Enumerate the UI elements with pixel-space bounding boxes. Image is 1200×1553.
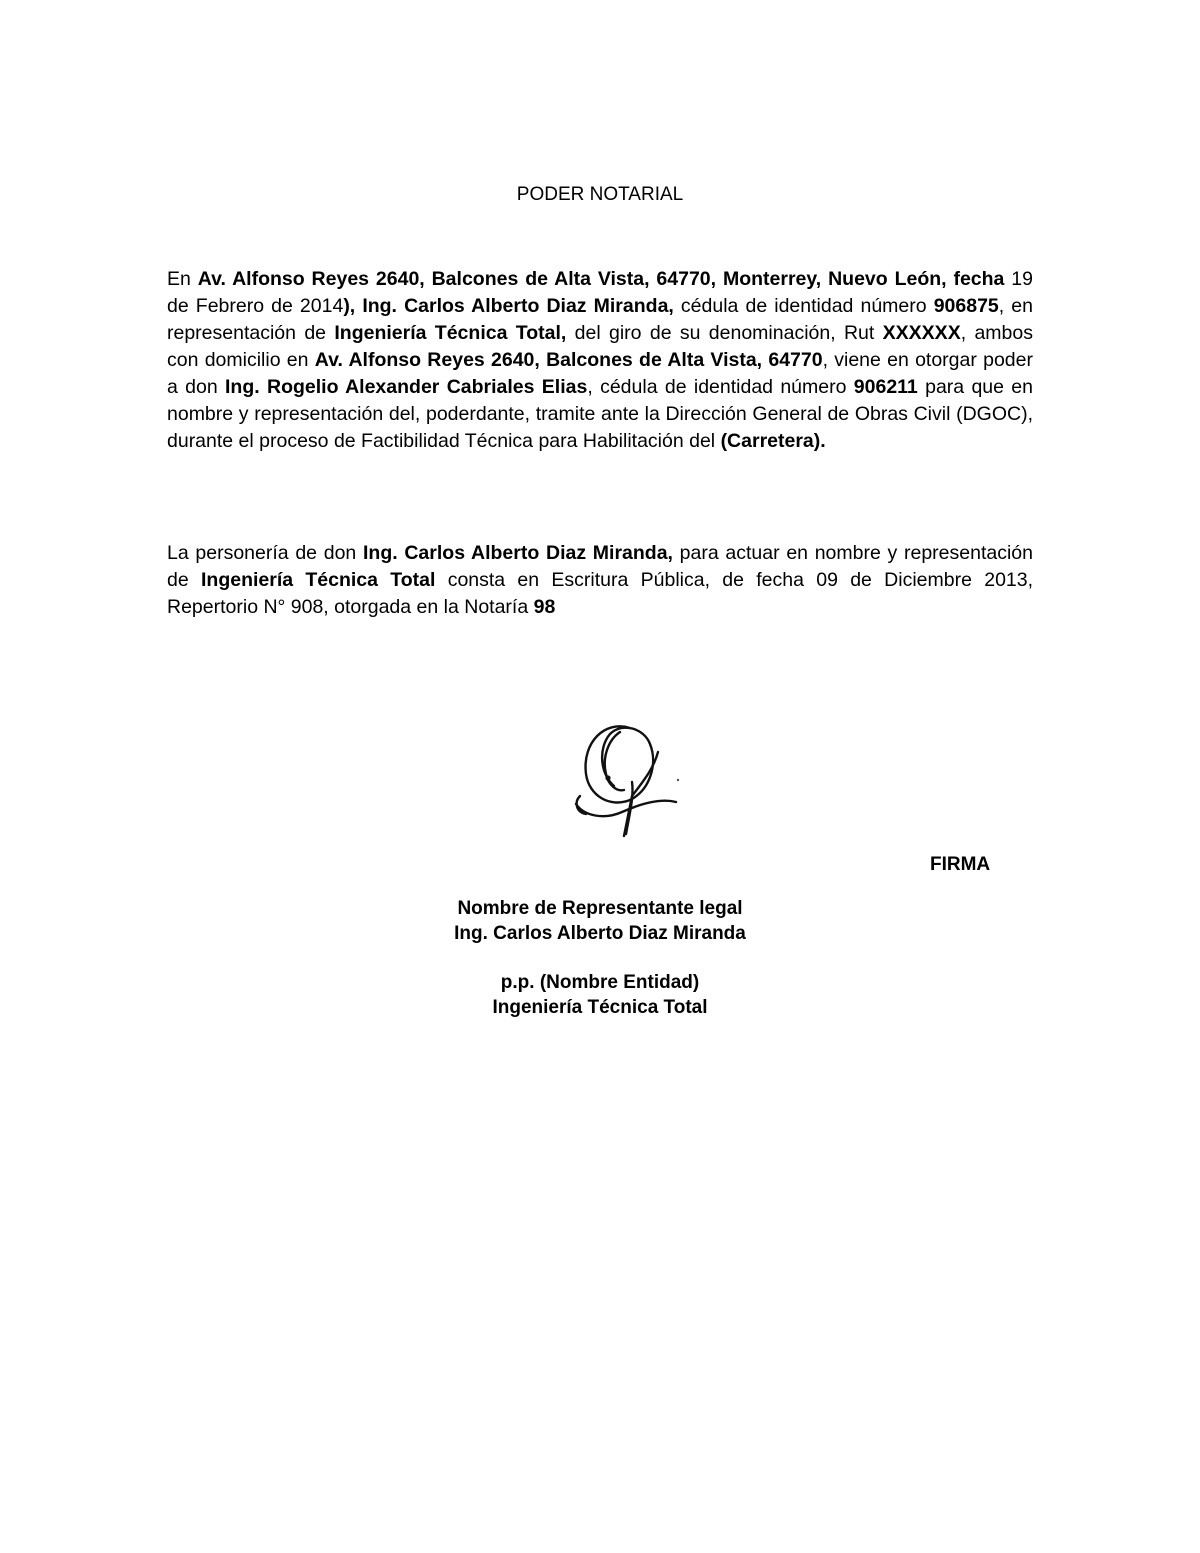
bold-text-run: Ing. Carlos Alberto Diaz Miranda, (362, 542, 673, 564)
entity-heading: p.p. (Nombre Entidad) (500, 972, 700, 993)
text-run: 19 de Febrero de 2014 (167, 268, 1033, 317)
text-run: , en representación de (167, 295, 1033, 344)
entity-block (0, 970, 1200, 1020)
entity-name: Ingeniería Técnica Total (492, 997, 708, 1018)
paragraph-grant (167, 266, 1033, 455)
text-run: La personería de don (167, 542, 363, 564)
text-run: consta en Escritura Pública, de fecha 09 de Diciembre 2013, Repertorio N° 908, otorgada en la Notaría (167, 569, 1034, 618)
bold-text-run: 906875 (933, 295, 999, 317)
bold-text-run: (Carretera). (720, 430, 826, 452)
text-run: del giro de su denominación, Rut (566, 322, 883, 344)
signature-label: FIRMA (930, 854, 991, 875)
paragraph-authority (167, 540, 1033, 621)
bold-text-run: ), Ing. Carlos Alberto Diaz Miranda, (343, 295, 674, 317)
text-run: para que en nombre y representación del, poderdante, tramite ante la Dirección General de Obras Civil (DGOC), durante el proceso de Factibilidad Técnica para Habilitación del (167, 376, 1033, 452)
bold-text-run: Ingeniería Técnica Total (200, 569, 436, 591)
signature-image (560, 712, 690, 842)
text-run: para actuar en nombre y representación de (167, 542, 1033, 591)
representative-name: Ing. Carlos Alberto Diaz Miranda (454, 923, 746, 944)
text-run: cédula de identidad número (673, 295, 934, 317)
bold-text-run: 98 (533, 596, 556, 618)
bold-text-run: Av. Alfonso Reyes 2640, Balcones de Alta Vista, 64770 (314, 349, 823, 371)
bold-text-run: Ingeniería Técnica Total, (334, 322, 567, 344)
bold-text-run: Ing. Rogelio Alexander Cabriales Elias (225, 376, 588, 398)
bold-text-run: 906211 (853, 376, 918, 398)
text-run: En (167, 268, 198, 290)
representative-block (0, 896, 1200, 946)
text-run: , viene en otorgar poder a don (167, 349, 1033, 398)
representative-heading: Nombre de Representante legal (457, 898, 743, 919)
bold-text-run: Av. Alfonso Reyes 2640, Balcones de Alta Vista, 64770, Monterrey, Nuevo León, fecha (197, 268, 1005, 290)
bold-text-run: XXXXXX (882, 322, 961, 344)
text-run: , ambos con domicilio en (167, 322, 1033, 371)
text-run: , cédula de identidad número (587, 376, 854, 398)
document-title: PODER NOTARIAL (516, 184, 684, 205)
